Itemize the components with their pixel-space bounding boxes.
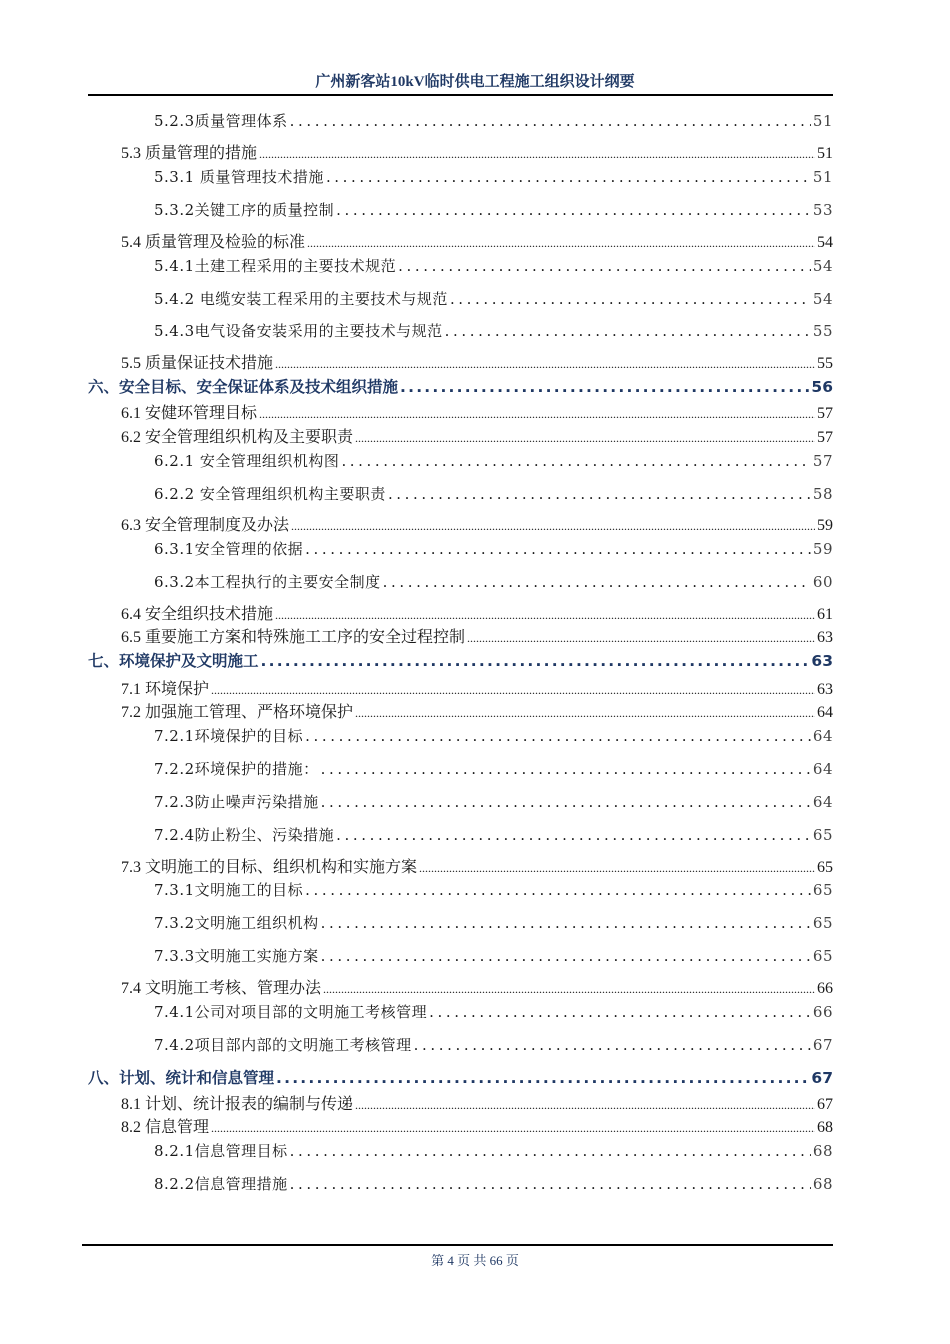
toc-entry[interactable]	[154, 166, 833, 188]
toc-entry-page: 64	[812, 727, 833, 745]
toc-entry-label: 八、计划、统计和信息管理	[88, 1069, 275, 1087]
toc-leader	[341, 450, 810, 472]
toc-entry[interactable]	[154, 571, 833, 593]
toc-entry-page: 64	[812, 793, 833, 811]
toc-entry-label: 7.1 环境保护	[121, 681, 210, 698]
toc-entry-label: 7.3.3文明施工实施方案	[154, 947, 319, 965]
toc-leader	[321, 945, 811, 967]
toc-entry[interactable]	[154, 483, 833, 505]
toc-leader	[305, 879, 811, 901]
toc-leader	[429, 1001, 811, 1023]
toc-entry-label: 8.2 信息管理	[121, 1119, 210, 1136]
toc-leader	[305, 725, 811, 747]
toc-entry-page: 53	[812, 201, 833, 219]
toc-entry[interactable]	[154, 320, 833, 342]
toc-leader	[445, 320, 811, 342]
toc-entry-page: 65	[812, 826, 833, 844]
toc-entry-label: 7.2.2环境保护的措施：	[154, 760, 319, 778]
toc-leader	[321, 758, 811, 780]
toc-entry-page: 63	[817, 681, 833, 698]
toc-entry[interactable]	[154, 725, 833, 747]
toc-chapter-entry[interactable]	[88, 376, 833, 398]
toc-entry-page: 60	[812, 573, 833, 591]
toc-leader	[291, 515, 815, 537]
toc-leader	[321, 791, 811, 813]
toc-entry[interactable]	[154, 1001, 833, 1023]
toc-entry-page: 55	[817, 355, 833, 372]
toc-entry-label: 7.4.2项目部内部的文明施工考核管理	[154, 1036, 412, 1054]
toc-entry-label: 5.3.1 质量管理技术措施	[154, 168, 324, 186]
toc-entry-page: 67	[812, 1036, 833, 1054]
toc-leader	[388, 483, 811, 505]
toc-entry-label: 七、环境保护及文明施工	[88, 652, 259, 670]
toc-entry-page: 54	[817, 234, 833, 251]
toc-entry-label: 5.4.2 电缆安装工程采用的主要技术与规范	[154, 290, 448, 308]
toc-entry[interactable]	[121, 232, 833, 254]
toc-entry-page: 67	[817, 1096, 833, 1113]
toc-entry[interactable]	[154, 1034, 833, 1056]
toc-entry-page: 65	[812, 947, 833, 965]
toc-entry-page: 65	[812, 881, 833, 899]
toc-entry-label: 5.4.1土建工程采用的主要技术规范	[154, 257, 397, 275]
toc-entry-label: 8.2.2信息管理措施	[154, 1175, 288, 1193]
toc-leader	[211, 679, 815, 701]
toc-entry-label: 6.3.1安全管理的依据	[154, 540, 304, 558]
toc-entry-page: 59	[817, 517, 833, 534]
toc-entry[interactable]	[121, 515, 833, 537]
toc-entry[interactable]	[154, 758, 833, 780]
toc-entry-label: 5.4 质量管理及检验的标准	[121, 234, 306, 251]
toc-entry[interactable]	[121, 427, 833, 449]
toc-entry-page: 51	[817, 145, 833, 162]
toc-entry[interactable]	[121, 702, 833, 724]
toc-leader	[290, 1173, 811, 1195]
toc-entry[interactable]	[154, 945, 833, 967]
toc-entry[interactable]	[121, 1117, 833, 1139]
toc-entry-page: 57	[817, 405, 833, 422]
toc-entry-page: 51	[812, 168, 833, 186]
toc-entry[interactable]	[121, 627, 833, 649]
toc-entry[interactable]	[154, 791, 833, 813]
toc-entry-page: 67	[811, 1069, 833, 1087]
toc-leader	[321, 912, 811, 934]
toc-entry-label: 6.3 安全管理制度及办法	[121, 517, 290, 534]
toc-entry-page: 68	[817, 1119, 833, 1136]
toc-leader	[307, 232, 815, 254]
toc-entry-page: 64	[817, 704, 833, 721]
toc-leader	[259, 403, 815, 425]
toc-entry[interactable]	[121, 1094, 833, 1116]
toc-entry-label: 7.2.1环境保护的目标	[154, 727, 304, 745]
toc-leader	[355, 427, 815, 449]
toc-leader	[323, 978, 815, 1000]
toc-entry-label: 6.1 安健环管理目标	[121, 405, 258, 422]
toc-entry-label: 5.4.3电气设备安装采用的主要技术与规范	[154, 322, 443, 340]
toc-entry-label: 8.1 计划、统计报表的编制与传递	[121, 1096, 354, 1113]
toc-entry-label: 6.3.2本工程执行的主要安全制度	[154, 573, 381, 591]
toc-entry[interactable]	[154, 912, 833, 934]
toc-entry[interactable]	[121, 604, 833, 626]
toc-leader	[276, 1067, 809, 1089]
toc-entry-page: 63	[817, 629, 833, 646]
toc-leader	[398, 255, 811, 277]
toc-leader	[355, 702, 815, 724]
toc-entry[interactable]	[154, 110, 833, 132]
toc-entry-page: 57	[817, 429, 833, 446]
toc-leader	[450, 288, 811, 310]
toc-entry[interactable]	[154, 824, 833, 846]
toc-entry-page: 68	[812, 1142, 833, 1160]
toc-leader	[383, 571, 811, 593]
toc-entry-page: 61	[817, 606, 833, 623]
toc-entry[interactable]	[154, 255, 833, 277]
toc-entry-page: 68	[812, 1175, 833, 1193]
toc-entry-page: 54	[812, 290, 833, 308]
toc-leader	[336, 824, 811, 846]
document-header-title: 广州新客站10kV临时供电工程施工组织设计纲要	[315, 74, 635, 90]
toc-entry[interactable]	[154, 450, 833, 472]
toc-entry-page: 64	[812, 760, 833, 778]
toc-entry[interactable]	[154, 1140, 833, 1162]
toc-leader	[336, 199, 811, 221]
toc-entry[interactable]	[121, 353, 833, 375]
toc-entry-page: 65	[817, 859, 833, 876]
toc-leader	[290, 1140, 811, 1162]
toc-entry-page: 66	[817, 980, 833, 997]
toc-entry-label: 7.4.1公司对项目部的文明施工考核管理	[154, 1003, 428, 1021]
toc-leader	[259, 143, 815, 165]
toc-entry-label: 6.2.2 安全管理组织机构主要职责	[154, 485, 386, 503]
toc-leader	[326, 166, 811, 188]
toc-entry[interactable]	[121, 143, 833, 165]
toc-entry-page: 59	[812, 540, 833, 558]
toc-entry-page: 65	[812, 914, 833, 932]
toc-entry-label: 5.5 质量保证技术措施	[121, 355, 274, 372]
toc-leader	[467, 627, 815, 649]
toc-entry-label: 6.2 安全管理组织机构及主要职责	[121, 429, 354, 446]
toc-leader	[275, 353, 815, 375]
toc-entry-page: 55	[812, 322, 833, 340]
toc-entry-page: 58	[812, 485, 833, 503]
toc-entry[interactable]	[121, 978, 833, 1000]
toc-entry-page: 51	[812, 112, 833, 130]
toc-leader	[305, 538, 811, 560]
toc-leader	[355, 1094, 815, 1116]
toc-leader	[419, 857, 815, 879]
toc-entry-label: 7.4 文明施工考核、管理办法	[121, 980, 322, 997]
toc-entry-label: 7.3.2文明施工组织机构	[154, 914, 319, 932]
toc-entry-label: 六、安全目标、安全保证体系及技术组织措施	[88, 378, 399, 396]
toc-leader	[275, 604, 815, 626]
toc-entry-label: 5.3 质量管理的措施	[121, 145, 258, 162]
toc-leader	[414, 1034, 811, 1056]
toc-entry-label: 5.2.3质量管理体系	[154, 112, 288, 130]
toc-chapter-entry[interactable]	[88, 1067, 833, 1089]
toc-entry-label: 6.2.1 安全管理组织机构图	[154, 452, 340, 470]
toc-leader	[400, 376, 809, 398]
toc-leader	[290, 110, 811, 132]
toc-entry-label: 6.5 重要施工方案和特殊施工工序的安全过程控制	[121, 629, 466, 646]
footer-divider	[82, 1244, 833, 1246]
toc-entry-label: 7.3.1文明施工的目标	[154, 881, 304, 899]
toc-entry-page: 54	[812, 257, 833, 275]
toc-entry[interactable]	[121, 857, 833, 879]
toc-entry[interactable]	[154, 879, 833, 901]
toc-entry-label: 7.2.4防止粉尘、污染措施	[154, 826, 335, 844]
toc-entry-label: 7.3 文明施工的目标、组织机构和实施方案	[121, 859, 418, 876]
toc-entry[interactable]	[154, 1173, 833, 1195]
toc-entry-page: 57	[812, 452, 833, 470]
toc-leader	[261, 650, 810, 672]
toc-entry-label: 6.4 安全组织技术措施	[121, 606, 274, 623]
toc-chapter-entry[interactable]	[88, 650, 833, 672]
toc-entry[interactable]	[154, 538, 833, 560]
toc-entry-label: 7.2.3防止噪声污染措施	[154, 793, 319, 811]
toc-entry-page: 56	[811, 378, 833, 396]
toc-leader	[211, 1117, 815, 1139]
toc-entry[interactable]	[154, 199, 833, 221]
toc-entry-page: 63	[811, 652, 833, 670]
toc-entry-page: 66	[812, 1003, 833, 1021]
toc-entry-label: 7.2 加强施工管理、严格环境保护	[121, 704, 354, 721]
toc-entry[interactable]	[121, 403, 833, 425]
toc-entry-label: 5.3.2关键工序的质量控制	[154, 201, 335, 219]
toc-entry-label: 8.2.1信息管理目标	[154, 1142, 288, 1160]
toc-entry[interactable]	[154, 288, 833, 310]
toc-entry[interactable]	[121, 679, 833, 701]
page-number-footer: 第 4 页 共 66 页	[431, 1253, 519, 1268]
